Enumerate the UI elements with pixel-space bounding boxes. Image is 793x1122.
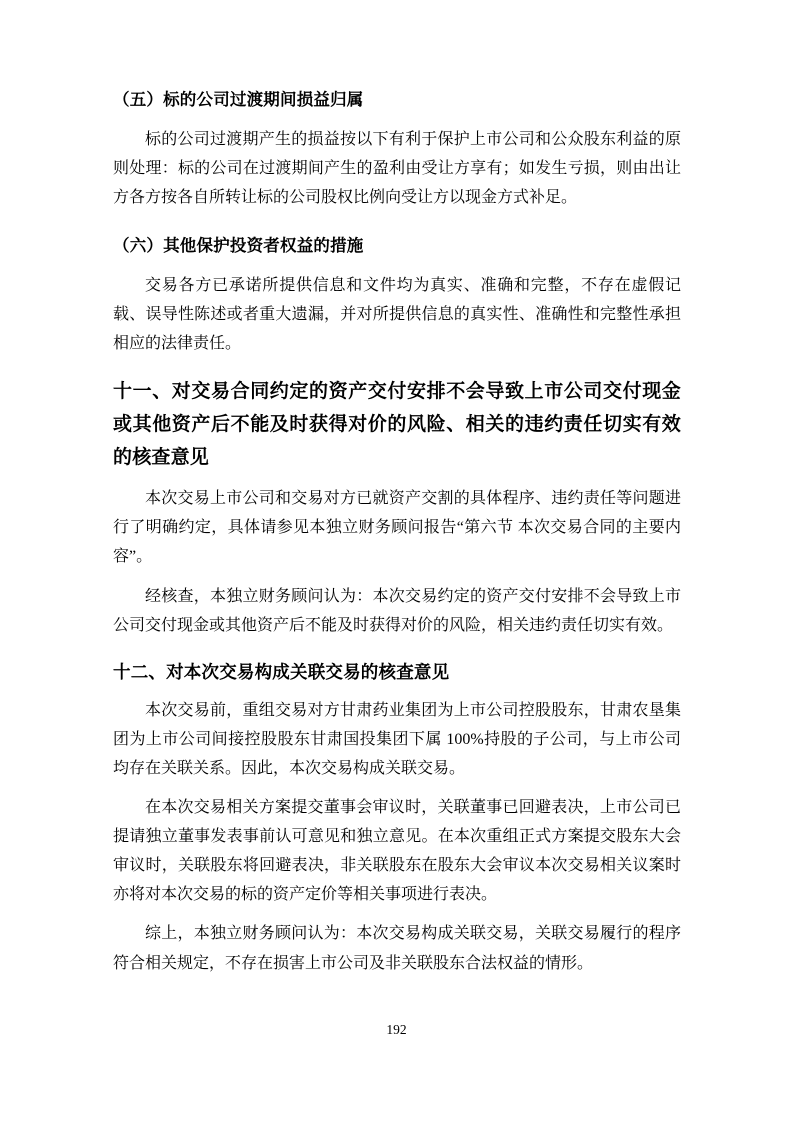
paragraph-section-five-1: 标的公司过渡期产生的损益按以下有利于保护上市公司和公众股东利益的原则处理：标的公司在过渡期间产生的盈利由受让方享有；如发生亏损，则由出让方各方按各自所转让标的公司股权比例向受让方以现金方式补足。 — [113, 130, 681, 206]
paragraph-section-twelve-3: 综上，本独立财务顾问认为：本次交易构成关联交易，关联交易履行的程序符合相关规定，不存在损害上市公司及非关联股东合法权益的情形。 — [113, 925, 681, 972]
heading-section-twelve: 十二、对本次交易构成关联交易的核查意见 — [113, 661, 450, 682]
paragraph-section-six-1: 交易各方已承诺所提供信息和文件均为真实、准确和完整，不存在虚假记载、误导性陈述或者重大遗漏，并对所提供信息的真实性、准确性和完整性承担相应的法律责任。 — [113, 276, 681, 353]
paragraph-section-eleven-1: 本次交易上市公司和交易对方已就资产交割的具体程序、违约责任等问题进行了明确约定，具体请参见本独立财务顾问报告“第六节 本次交易合同的主要内容”。 — [113, 490, 681, 566]
heading-section-eleven: 十一、对交易合同约定的资产交付安排不会导致上市公司交付现金或其他资产后不能及时获得对价的风险、相关的违约责任切实有效的核查意见 — [113, 381, 681, 468]
spacer — [113, 640, 681, 658]
spacer — [113, 783, 681, 793]
spacer — [113, 212, 681, 234]
page-number: 192 — [386, 1022, 407, 1037]
paragraph-section-twelve-2: 在本次交易相关方案提交董事会审议时，关联董事已回避表决，上市公司已提请独立董事发表事前认可意见和独立意见。在本次重组正式方案提交股东大会审议时，关联股东将回避表决，非关联股东在股东大会审议本次交易相关议案时亦将对本次交易的标的资产定价等相关事项进行表决。 — [113, 799, 681, 904]
paragraph-section-twelve-1: 本次交易前，重组交易对方甘肃药业集团为上市公司控股股东，甘肃农垦集团为上市公司间接控股股东甘肃国投集团下属 100%持股的子公司，与上市公司均存在关联关系。因此，本次交易构成关联交易。 — [113, 701, 681, 777]
heading-section-five: （五）标的公司过渡期间损益归属 — [113, 90, 364, 109]
spacer — [113, 572, 681, 582]
heading-section-six: （六）其他保护投资者权益的措施 — [113, 236, 364, 256]
spacer — [113, 909, 681, 919]
paragraph-section-eleven-2: 经核查，本独立财务顾问认为：本次交易约定的资产交付安排不会导致上市公司交付现金或其他资产后不能及时获得对价的风险，相关违约责任切实有效。 — [113, 587, 681, 634]
spacer — [113, 474, 681, 484]
spacer — [113, 358, 681, 376]
spacer — [113, 686, 681, 696]
page-content — [113, 88, 681, 978]
